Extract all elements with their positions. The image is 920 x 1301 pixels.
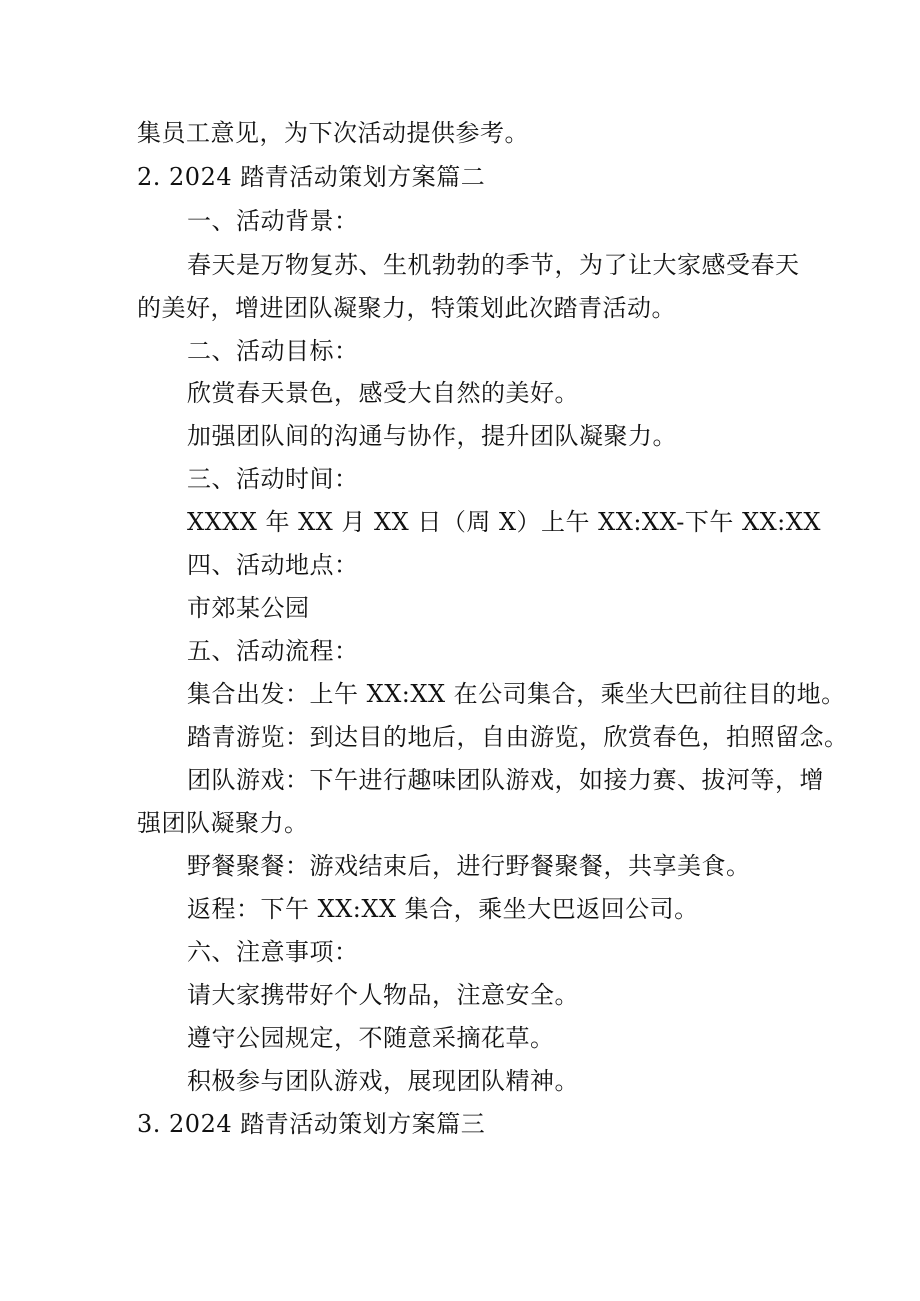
subheading-goals: 二、活动目标： xyxy=(187,337,359,365)
paragraph-background-line-2: 的美好，增进团队凝聚力，特策划此次踏青活动。 xyxy=(137,294,676,322)
section-heading-2: 2. 2024 踏青活动策划方案篇二 xyxy=(137,163,486,191)
process-item-5: 返程：下午 XX:XX 集合，乘坐大巴返回公司。 xyxy=(187,895,699,923)
process-item-3-line-2: 强团队凝聚力。 xyxy=(137,809,309,837)
process-item-2: 踏青游览：到达目的地后，自由游览，欣赏春色，拍照留念。 xyxy=(187,723,849,751)
goal-item-1: 欣赏春天景色，感受大自然的美好。 xyxy=(187,379,579,407)
text-line-continuation: 集员工意见，为下次活动提供参考。 xyxy=(137,119,529,147)
goal-item-2: 加强团队间的沟通与协作，提升团队凝聚力。 xyxy=(187,422,677,450)
note-item-1: 请大家携带好个人物品，注意安全。 xyxy=(187,981,579,1009)
subheading-process: 五、活动流程： xyxy=(187,637,359,665)
subheading-location: 四、活动地点： xyxy=(187,551,359,579)
paragraph-background-line-1: 春天是万物复苏、生机勃勃的季节，为了让大家感受春天 xyxy=(187,251,800,279)
process-item-3-line-1: 团队游戏：下午进行趣味团队游戏，如接力赛、拔河等，增 xyxy=(187,766,824,794)
subheading-time: 三、活动时间： xyxy=(187,465,359,493)
subheading-background: 一、活动背景： xyxy=(187,207,359,235)
note-item-3: 积极参与团队游戏，展现团队精神。 xyxy=(187,1067,579,1095)
process-item-1: 集合出发：上午 XX:XX 在公司集合，乘坐大巴前往目的地。 xyxy=(187,680,846,708)
note-item-2: 遵守公园规定，不随意采摘花草。 xyxy=(187,1024,555,1052)
location-value: 市郊某公园 xyxy=(187,594,310,622)
time-value: XXXX 年 XX 月 XX 日（周 X）上午 XX:XX-下午 XX:XX xyxy=(187,508,821,536)
section-heading-3: 3. 2024 踏青活动策划方案篇三 xyxy=(137,1110,486,1138)
subheading-notes: 六、注意事项： xyxy=(187,938,359,966)
process-item-4: 野餐聚餐：游戏结束后，进行野餐聚餐，共享美食。 xyxy=(187,852,751,880)
